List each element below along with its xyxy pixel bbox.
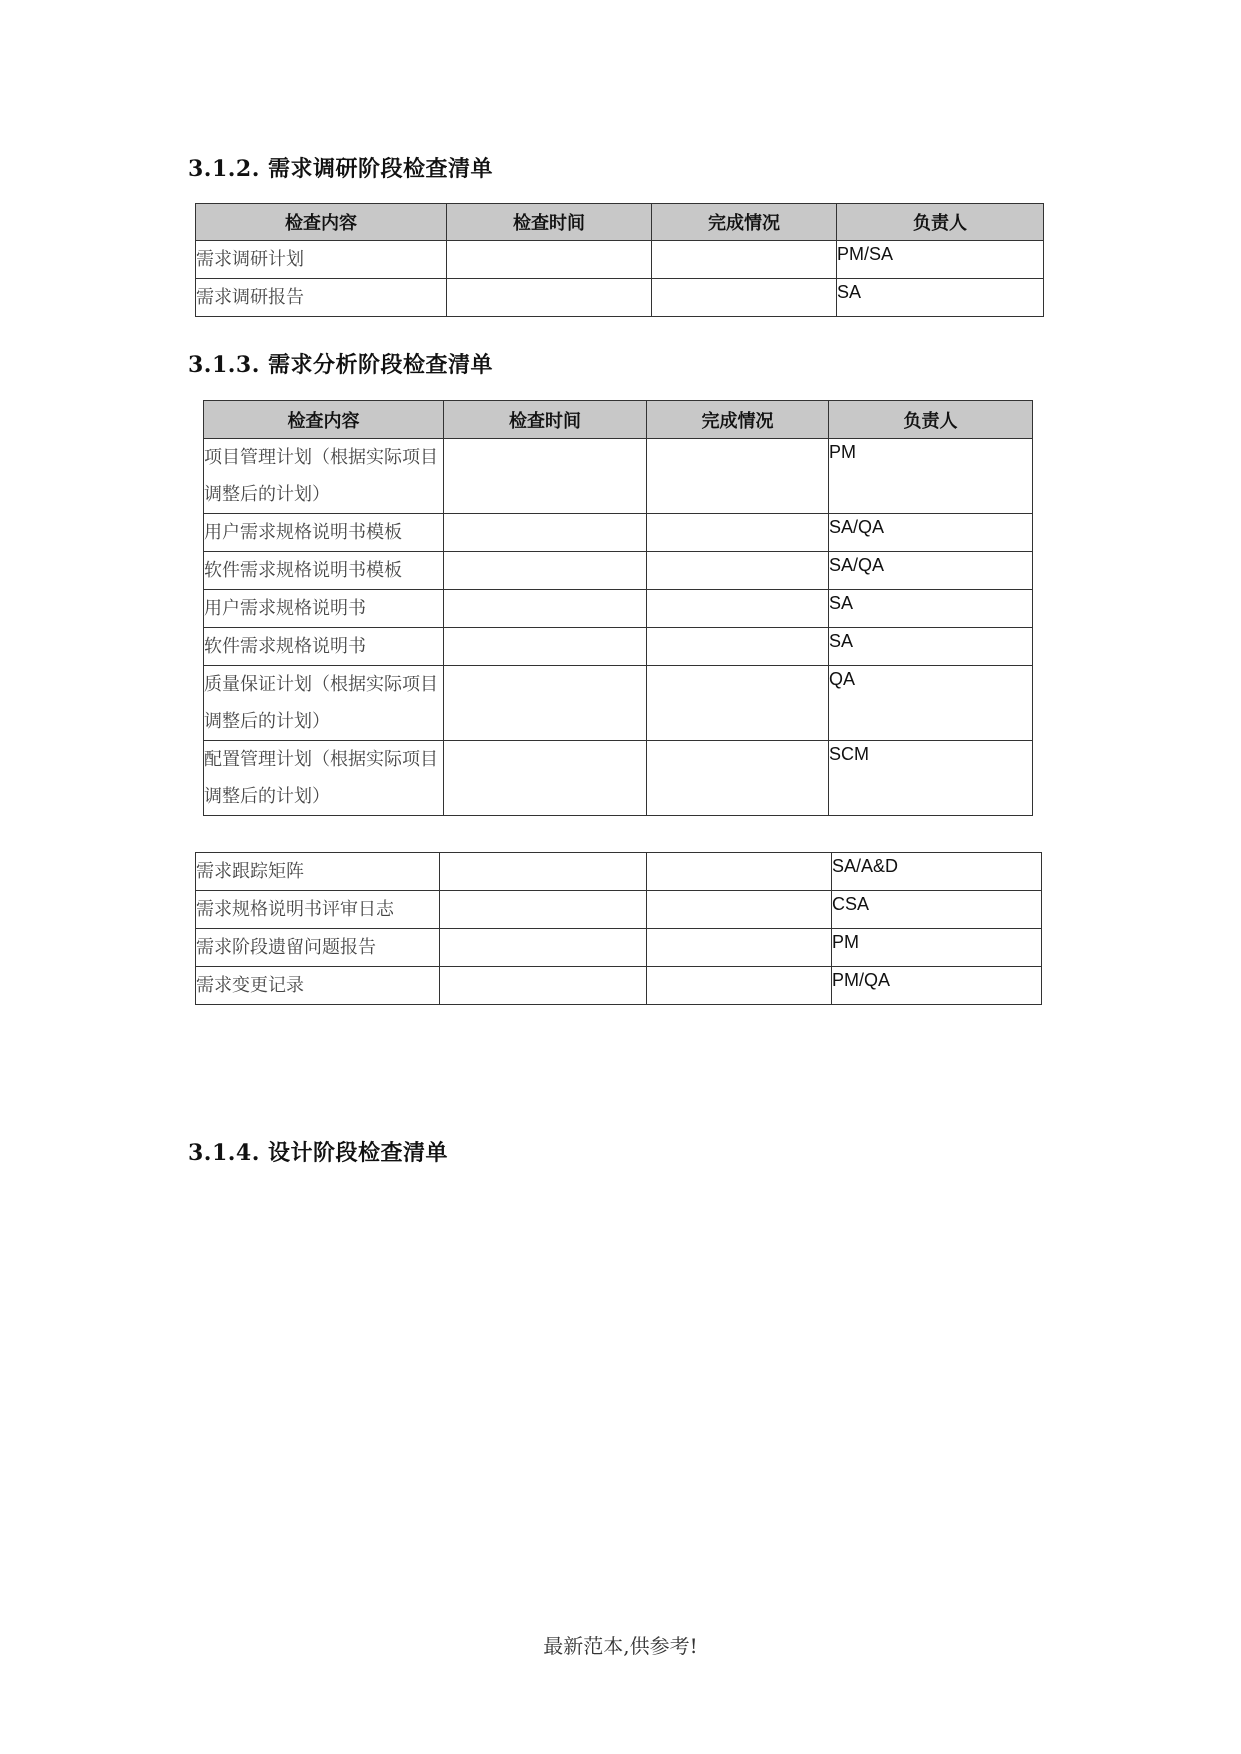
column-header-content: 检查内容 [196, 204, 447, 241]
item-cell: 项目管理计划（根据实际项目调整后的计划） [204, 439, 444, 514]
table-row [204, 628, 1033, 666]
table-row [204, 514, 1033, 552]
time-cell [444, 439, 647, 514]
table-row [204, 590, 1033, 628]
column-header-content: 检查内容 [204, 401, 444, 439]
owner-cell: PM [829, 439, 1033, 514]
time-cell [440, 929, 647, 967]
column-header-time: 检查时间 [447, 204, 652, 241]
table-row [204, 741, 1033, 816]
status-cell [647, 891, 832, 929]
table-row [196, 929, 1042, 967]
section-heading-3-1-3: 3.1.3. 需求分析阶段检查清单 [188, 352, 494, 378]
table-row [196, 279, 1044, 317]
checklist-table-3-1-3-continued [195, 852, 1042, 1005]
item-cell: 需求阶段遗留问题报告 [196, 929, 440, 967]
item-cell: 需求规格说明书评审日志 [196, 891, 440, 929]
column-header-owner: 负责人 [829, 401, 1033, 439]
table-row [204, 552, 1033, 590]
owner-cell: SA [829, 590, 1033, 628]
owner-cell: PM/SA [837, 241, 1044, 279]
owner-cell: PM [832, 929, 1042, 967]
item-cell: 需求跟踪矩阵 [196, 853, 440, 891]
table-header-row [196, 204, 1044, 241]
time-cell [444, 514, 647, 552]
item-cell: 需求调研报告 [196, 279, 447, 317]
owner-cell: CSA [832, 891, 1042, 929]
item-cell: 用户需求规格说明书 [204, 590, 444, 628]
time-cell [447, 279, 652, 317]
item-cell: 需求调研计划 [196, 241, 447, 279]
time-cell [444, 590, 647, 628]
time-cell [447, 241, 652, 279]
table-header-row [204, 401, 1033, 439]
status-cell [647, 628, 829, 666]
status-cell [647, 967, 832, 1005]
status-cell [647, 666, 829, 741]
table-row [196, 967, 1042, 1005]
item-cell: 配置管理计划（根据实际项目调整后的计划） [204, 741, 444, 816]
table-row [196, 853, 1042, 891]
item-cell: 用户需求规格说明书模板 [204, 514, 444, 552]
section-heading-3-1-4: 3.1.4. 设计阶段检查清单 [188, 1140, 449, 1166]
status-cell [647, 439, 829, 514]
checklist-table-3-1-2 [195, 203, 1044, 317]
time-cell [444, 552, 647, 590]
item-cell: 软件需求规格说明书 [204, 628, 444, 666]
owner-cell: QA [829, 666, 1033, 741]
status-cell [647, 741, 829, 816]
owner-cell: PM/QA [832, 967, 1042, 1005]
page-footer: 最新范本,供参考! [543, 1634, 698, 1658]
status-cell [647, 929, 832, 967]
owner-cell: SA [829, 628, 1033, 666]
status-cell [647, 552, 829, 590]
item-cell: 软件需求规格说明书模板 [204, 552, 444, 590]
time-cell [440, 853, 647, 891]
status-cell [652, 279, 837, 317]
owner-cell: SA/QA [829, 514, 1033, 552]
table-row [196, 891, 1042, 929]
column-header-status: 完成情况 [652, 204, 837, 241]
time-cell [444, 628, 647, 666]
checklist-table-3-1-3 [203, 400, 1033, 816]
owner-cell: SA/QA [829, 552, 1033, 590]
item-cell: 质量保证计划（根据实际项目调整后的计划） [204, 666, 444, 741]
status-cell [652, 241, 837, 279]
status-cell [647, 853, 832, 891]
table-row [204, 439, 1033, 514]
section-heading-3-1-2: 3.1.2. 需求调研阶段检查清单 [188, 156, 494, 182]
item-cell: 需求变更记录 [196, 967, 440, 1005]
table-row [204, 666, 1033, 741]
column-header-owner: 负责人 [837, 204, 1044, 241]
owner-cell: SA/A&D [832, 853, 1042, 891]
time-cell [440, 967, 647, 1005]
time-cell [444, 666, 647, 741]
column-header-time: 检查时间 [444, 401, 647, 439]
column-header-status: 完成情况 [647, 401, 829, 439]
owner-cell: SCM [829, 741, 1033, 816]
table-row [196, 241, 1044, 279]
owner-cell: SA [837, 279, 1044, 317]
status-cell [647, 514, 829, 552]
time-cell [440, 891, 647, 929]
status-cell [647, 590, 829, 628]
time-cell [444, 741, 647, 816]
